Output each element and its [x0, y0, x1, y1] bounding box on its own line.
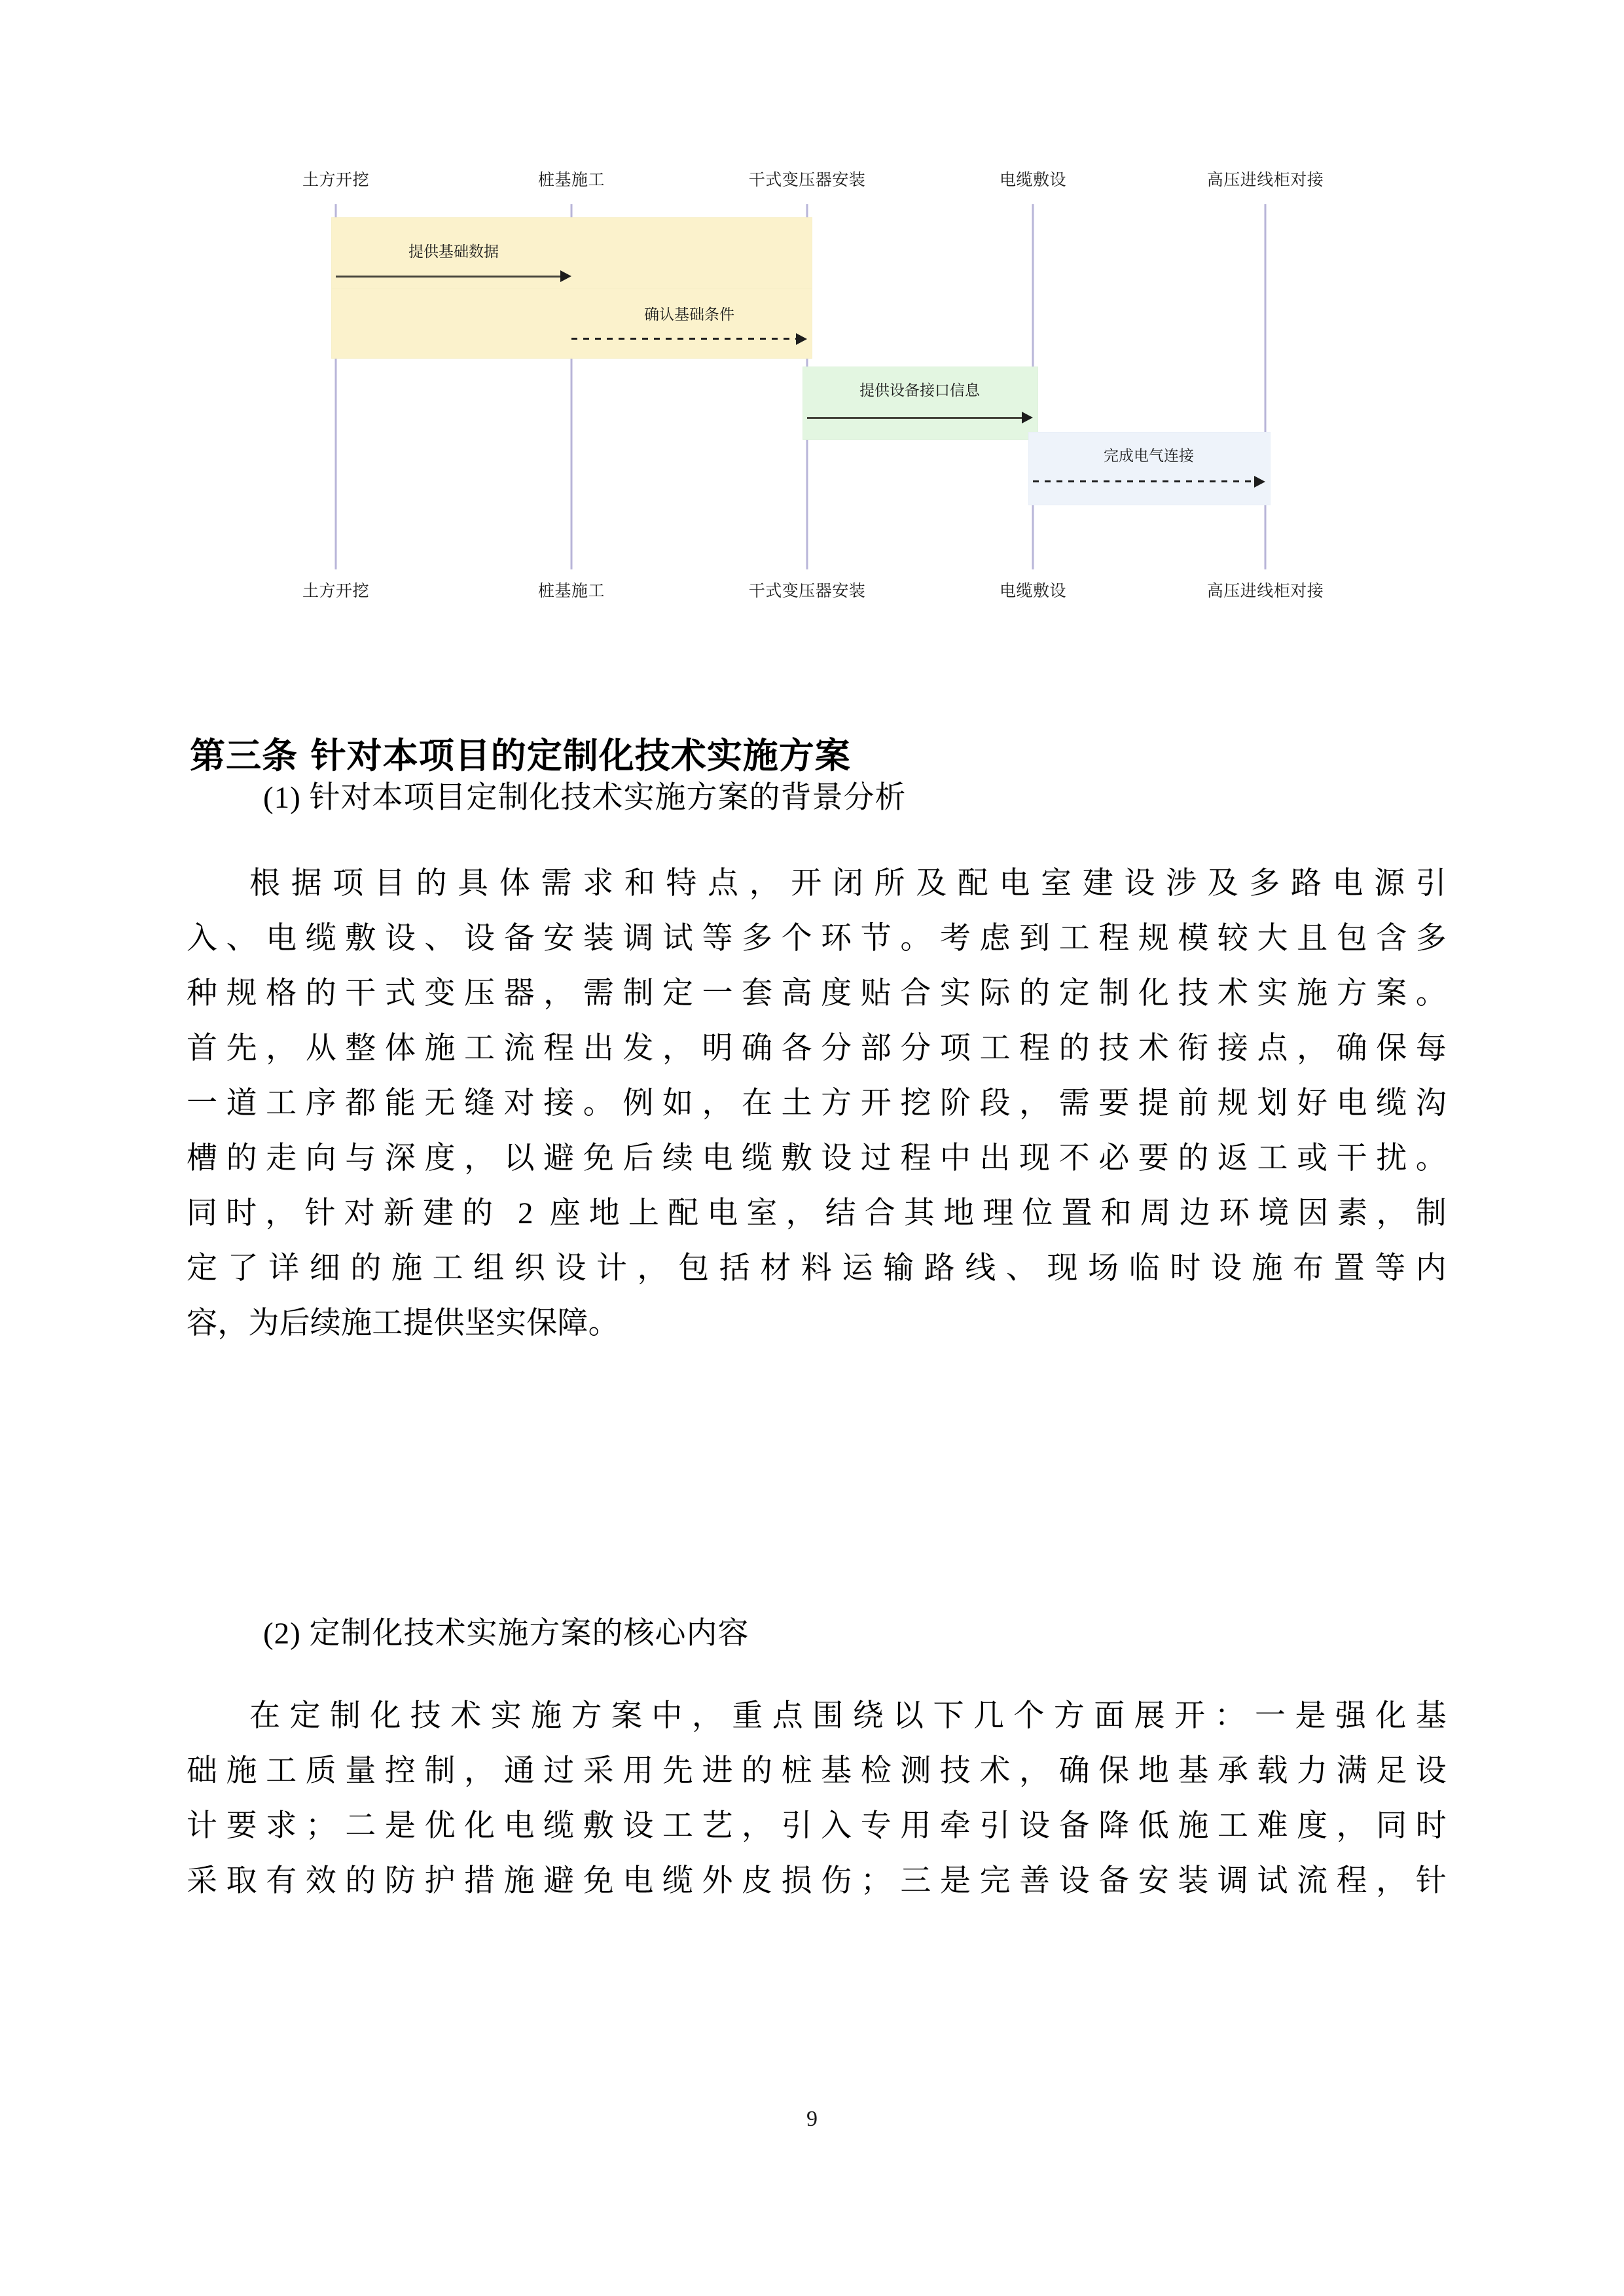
lifeline-label-top-0: 土方开挖 [302, 171, 370, 189]
paragraph-line: 根据项目的具体需求和特点，开闭所及配电室建设涉及多路电源引 [249, 867, 1447, 901]
subsection-heading-1: (1) 针对本项目定制化技术实施方案的背景分析 [263, 781, 907, 815]
lifeline-label-bottom-1: 桩基施工 [537, 582, 605, 600]
message-arrow-3 [1033, 475, 1265, 490]
arrow-head-icon [1254, 476, 1265, 488]
lifeline-label-bottom-3: 电缆敷设 [999, 582, 1067, 600]
paragraph-line: 础施工质量控制，通过采用先进的桩基检测技术，确保地基承载力满足设 [187, 1754, 1447, 1788]
lifeline-label-top-2: 干式变压器安装 [748, 171, 866, 189]
message-arrow-2 [807, 411, 1033, 425]
paragraph-line: 在定制化技术实施方案中，重点围绕以下几个方面展开：一是强化基 [249, 1699, 1447, 1733]
lifeline-label-bottom-4: 高压进线柜对接 [1206, 582, 1324, 600]
message-label-3: 完成电气连接 [1104, 447, 1194, 464]
message-label-0: 提供基础数据 [408, 243, 499, 260]
message-block-3 [1028, 432, 1271, 505]
message-block-2 [803, 367, 1038, 440]
lifeline-label-bottom-2: 干式变压器安装 [748, 582, 866, 600]
paragraph-line: 容，为后续施工提供坚实保障。 [187, 1306, 619, 1340]
message-arrow-1 [571, 332, 807, 347]
arrow-head-icon [1022, 412, 1033, 423]
paragraph-line: 同时，针对新建的 2 座地上配电室，结合其地理位置和周边环境因素，制 [187, 1196, 1447, 1230]
subsection-heading-2: (2) 定制化技术实施方案的核心内容 [263, 1617, 749, 1651]
lifeline-label-top-4: 高压进线柜对接 [1206, 171, 1324, 189]
arrow-shaft [1033, 480, 1256, 483]
arrow-head-icon [560, 270, 571, 282]
paragraph-1 [187, 856, 1447, 1351]
arrow-head-icon [796, 333, 807, 345]
message-label-1: 确认基础条件 [644, 306, 734, 323]
paragraph-line: 首先，从整体施工流程出发，明确各分部分项工程的技术衔接点，确保每 [187, 1031, 1447, 1066]
sequence-diagram [281, 170, 1342, 628]
paragraph-line: 槽的走向与深度，以避免后续电缆敷设过程中出现不必要的返工或干扰。 [187, 1141, 1447, 1175]
paragraph-line: 入、电缆敷设、设备安装调试等多个环节。考虑到工程规模较大且包含多 [187, 922, 1447, 956]
paragraph-line: 计要求；二是优化电缆敷设工艺，引入专用牵引设备降低施工难度，同时 [187, 1809, 1447, 1843]
message-label-2: 提供设备接口信息 [859, 382, 980, 399]
paragraph-line: 一道工序都能无缝对接。例如，在土方开挖阶段，需要提前规划好电缆沟 [187, 1086, 1447, 1121]
lifeline-label-top-3: 电缆敷设 [999, 171, 1067, 189]
arrow-shaft [571, 338, 798, 340]
paragraph-line: 采取有效的防护措施避免电缆外皮损伤；三是完善设备安装调试流程，针 [187, 1864, 1447, 1898]
paragraph-2 [187, 1689, 1447, 1909]
lifeline-label-bottom-0: 土方开挖 [302, 582, 370, 600]
message-arrow-0 [336, 270, 571, 284]
page-number: 9 [806, 2107, 818, 2131]
arrow-shaft [807, 417, 1024, 419]
arrow-shaft [336, 276, 562, 278]
lifeline-4 [1265, 204, 1267, 569]
paragraph-line: 种规格的干式变压器，需制定一套高度贴合实际的定制化技术实施方案。 [187, 977, 1447, 1011]
section-heading: 第三条 针对本项目的定制化技术实施方案 [190, 734, 851, 777]
lifeline-label-top-1: 桩基施工 [537, 171, 605, 189]
message-block-1 [331, 288, 812, 359]
paragraph-line: 定了详细的施工组织设计，包括材料运输路线、现场临时设施布置等内 [187, 1251, 1447, 1285]
